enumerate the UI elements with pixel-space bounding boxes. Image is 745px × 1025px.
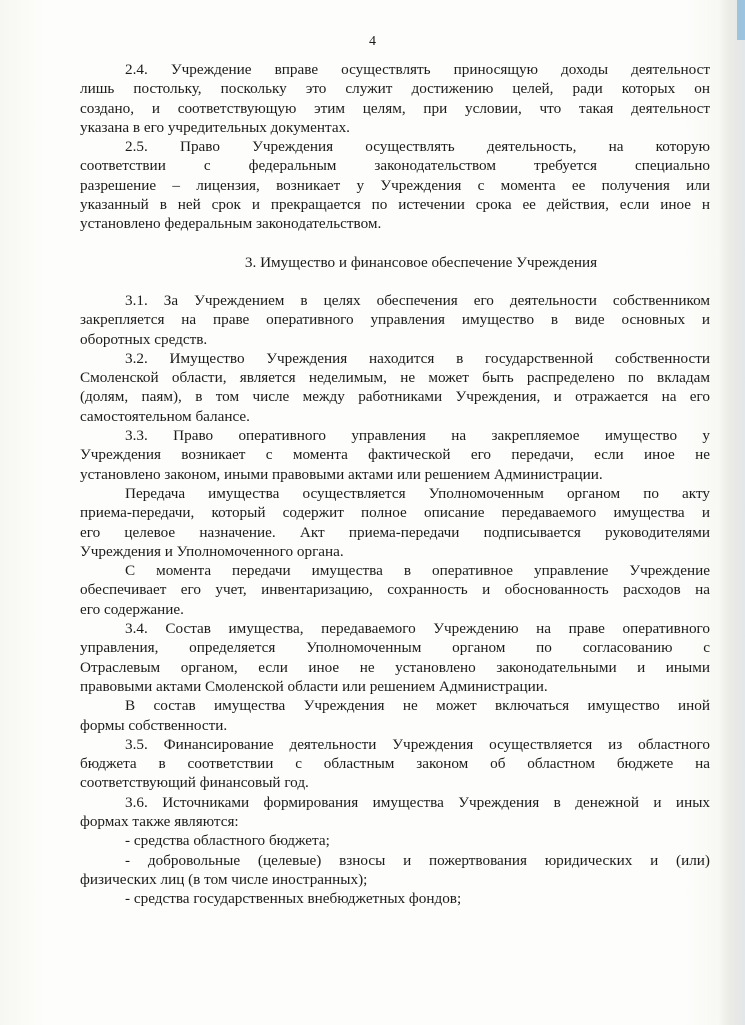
- text-line: создано, и соответствующую этим целям, при условии, что такая деятельност: [80, 99, 710, 117]
- text-line: С момента передачи имущества в оперативное управление Учреждение: [125, 562, 710, 580]
- text-line: формах также являются:: [80, 812, 239, 830]
- text-line: правовыми актами Смоленской области или решением Администрации.: [80, 677, 548, 695]
- text-line: 2.5. Право Учреждения осуществлять деятельность, на которую: [125, 138, 710, 156]
- text-line: Отраслевым органом, если иное не установлено законодательными и иными: [80, 658, 710, 676]
- text-line: Передача имущества осуществляется Уполномоченным органом по акту: [125, 484, 710, 502]
- text-line: установлено законом, иными правовыми актами или решением Администрации.: [80, 465, 603, 483]
- page-number: 4: [369, 34, 376, 49]
- text-line: соответствующий финансовый год.: [80, 774, 309, 792]
- text-line: 3.6. Источниками формирования имущества Учреждения в денежной и иных: [125, 793, 710, 811]
- text-line: закрепляется на праве оперативного управления имущество в виде основных и: [80, 311, 710, 329]
- text-line: Учреждения возникает с момента фактической его передачи, если иное не: [80, 446, 710, 464]
- text-line: самостоятельном балансе.: [80, 407, 250, 425]
- text-line: разрешение – лицензия, возникает у Учреждения с момента ее получения или: [80, 176, 710, 194]
- text-line: указанный в ней срок и прекращается по истечении срока ее действия, если иное н: [80, 196, 710, 214]
- text-line: лишь постольку, поскольку это служит достижению целей, ради которых он: [80, 80, 710, 98]
- text-line: установлено федеральным законодательством.: [80, 215, 382, 233]
- text-line: Учреждения и Уполномоченного органа.: [80, 542, 344, 560]
- text-line: приема-передачи, который содержит полное описание передаваемого имущества и: [80, 504, 710, 522]
- text-line: 3.2. Имущество Учреждения находится в государственной собственности: [125, 349, 710, 367]
- text-line: указана в его учредительных документах.: [80, 118, 350, 136]
- text-line: В состав имущества Учреждения не может включаться имущество иной: [125, 697, 710, 715]
- text-line: бюджета в соответствии с областным законом об областном бюджете на: [80, 755, 710, 773]
- list-item: - средства государственных внебюджетных фондов;: [125, 890, 462, 908]
- text-line: физических лиц (в том числе иностранных);: [80, 870, 368, 888]
- text-line: 3.1. За Учреждением в целях обеспечения его деятельности собственником: [125, 291, 710, 309]
- list-item: - добровольные (целевые) взносы и пожертвования юридических и (или): [125, 851, 710, 869]
- text-line: (долям, паям), в том числе между работниками Учреждения, и отражается на его: [80, 388, 710, 406]
- text-line: формы собственности.: [80, 716, 228, 734]
- text-line: 3.4. Состав имущества, передаваемого Учреждению на праве оперативного: [125, 620, 710, 638]
- text-line: оборотных средств.: [80, 330, 208, 348]
- text-line: 2.4. Учреждение вправе осуществлять приносящую доходы деятельност: [125, 61, 710, 78]
- section-heading: 3. Имущество и финансовое обеспечение Учреждения: [244, 253, 598, 271]
- text-line: 3.5. Финансирование деятельности Учреждения осуществляется из областного: [125, 735, 710, 753]
- text-line: обеспечивает его учет, инвентаризацию, сохранность и обоснованность расходов на: [80, 581, 710, 599]
- text-line: соответствии с федеральным законодательством требуется специально: [80, 157, 710, 175]
- text-line: 3.3. Право оперативного управления на закрепляемое имущество у: [125, 427, 710, 445]
- text-line: управления, определяется Уполномоченным органом по согласованию с: [80, 639, 710, 657]
- scan-edge: [719, 0, 745, 1025]
- text-line: его целевое назначение. Акт приема-передачи подписывается руководителями: [80, 523, 710, 541]
- text-line: его содержание.: [80, 600, 184, 618]
- text-line: Смоленской области, является неделимым, не может быть распределено по вкладам: [80, 369, 710, 387]
- list-item: - средства областного бюджета;: [125, 832, 330, 850]
- document-body: [80, 60, 710, 908]
